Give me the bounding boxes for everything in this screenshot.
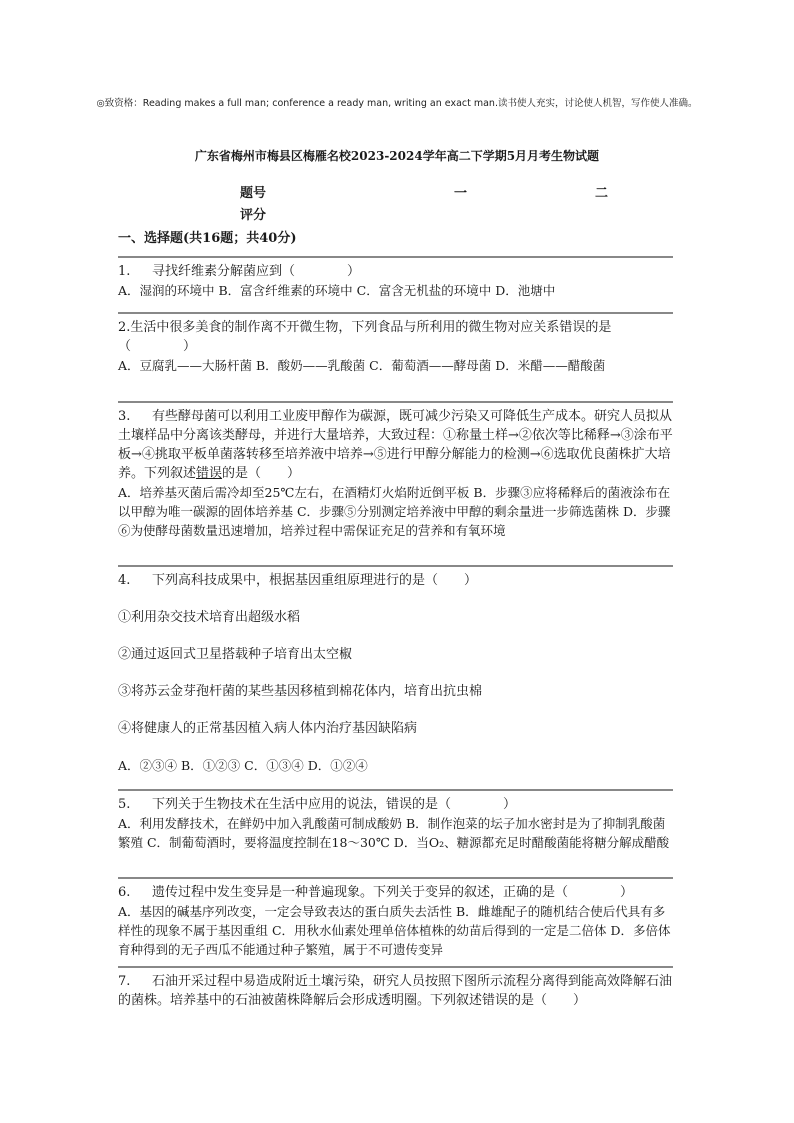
statement-item: ①利用杂交技术培育出超级水稻 (118, 610, 301, 625)
score-table-col-2: 二 (595, 186, 609, 201)
question-5 (118, 795, 673, 852)
question-4 (118, 571, 673, 775)
score-table-row-label: 评分 (240, 208, 267, 223)
question-7 (118, 972, 673, 1010)
question-divider (118, 966, 673, 968)
question-2 (118, 318, 673, 375)
question-stem: 有些酵母菌可以利用工业废甲醇作为碳源，既可减少污染又可降低生产成本。研究人员拟从土壤样品中分离该类酵母，并进行大量培养，大致过程：①称量土样→②依次等比稀释→③涂布平板→④挑取平板单菌落转移至培养液中培养→⑤进行甲醇分解能力的检测→⑥选取优良菌株扩大培养。下列叙述 (118, 409, 673, 481)
statement-item: ②通过返回式卫星搭载种子培育出太空椒 (118, 647, 353, 662)
statement-item: ④将健康人的正常基因植入病人体内治疗基因缺陷病 (118, 721, 418, 736)
question-number: 1. (118, 264, 131, 279)
question-stem: 生活中很多美食的制作离不开微生物，下列食品与所利用的微生物对应关系错误的是（ ） (118, 320, 612, 354)
score-table-row-label: 题号 (240, 186, 267, 201)
emphasis-word: 错误 (196, 466, 223, 481)
score-table (0, 180, 794, 224)
question-options: A．豆腐乳——大肠杆菌 B．酸奶——乳酸菌 C．葡萄酒——酵母菌 D．米醋——醋酸菌 (118, 358, 606, 373)
section-heading: 一、选择题(共16题；共40分) (118, 231, 297, 246)
question-number: 3. (118, 409, 131, 424)
question-stem: 石油开采过程中易造成附近土壤污染，研究人员按照下图所示流程分离得到能高效降解石油的菌株。培养基中的石油被菌株降解后会形成透明圈。下列叙述错误的是（ ） (118, 974, 673, 1008)
question-stem: 遗传过程中发生变异是一种普遍现象。下列关于变异的叙述，正确的是（ ） (152, 885, 634, 900)
question-1 (118, 262, 673, 300)
statement-item: ③将苏云金芽孢杆菌的某些基因移植到棉花体内，培育出抗虫棉 (118, 684, 483, 699)
question-divider (118, 789, 673, 791)
question-stem: 下列高科技成果中，根据基因重组原理进行的是（ ） (152, 573, 478, 588)
question-divider (118, 877, 673, 879)
question-3 (118, 407, 673, 540)
score-table-col-1: 一 (454, 186, 468, 201)
question-6 (118, 883, 673, 959)
question-options: A．基因的碱基序列改变，一定会导致表达的蛋白质失去活性 B．雌雄配子的随机结合使后代具有多样性的现象不属于基因重组 C．用秋水仙素处理单倍体植株的幼苗后得到的一定是二倍体 D．多倍体育种得到的无子西瓜不能通过种子繁殖，属于不可遗传变异 (118, 904, 671, 957)
question-options: A．②③④ B．①②③ C．①③④ D．①②④ (118, 758, 368, 773)
question-divider (118, 256, 673, 258)
question-number: 6. (118, 885, 131, 900)
question-divider (118, 312, 673, 314)
question-options: A．培养基灭菌后需冷却至25℃左右，在酒精灯火焰附近倒平板 B．步骤③应将稀释后的菌液涂布在以甲醇为唯一碳源的固体培养基 C．步骤⑤分别测定培养液中甲醇的剩余量进一步筛选菌株 D．步骤⑥为使酵母菌数量迅速增加，培养过程中需保证充足的营养和有氧环境 (118, 485, 671, 538)
question-number: 7. (118, 974, 131, 989)
question-divider (118, 565, 673, 567)
page-title: 广东省梅州市梅县区梅雁名校2023-2024学年高二下学期5月月考生物试题 (194, 149, 600, 163)
question-number: 2. (118, 320, 131, 335)
question-options: A．利用发酵技术，在鲜奶中加入乳酸菌可制成酸奶 B．制作泡菜的坛子加水密封是为了抑制乳酸菌繁殖 C．制葡萄酒时，要将温度控制在18～30℃ D．当O₂、糖源都充足时醋酸菌能将糖分解成醋酸 (118, 816, 670, 850)
question-divider (118, 401, 673, 403)
question-number: 4. (118, 573, 131, 588)
question-number: 5. (118, 797, 131, 812)
question-stem: 寻找纤维素分解菌应到（ ） (152, 264, 361, 279)
question-stem: 下列关于生物技术在生活中应用的说法，错误的是（ ） (152, 797, 517, 812)
question-options: A．湿润的环境中 B．富含纤维素的环境中 C．富含无机盐的环境中 D．池塘中 (118, 283, 556, 298)
question-stem-end: 的是（ ） (222, 466, 301, 481)
motto-text: ◎致资格：Reading makes a full man; conference a ready man, writing an exact man.读书使人充实，讨论使人机智，写作使人准确。 (96, 98, 698, 109)
